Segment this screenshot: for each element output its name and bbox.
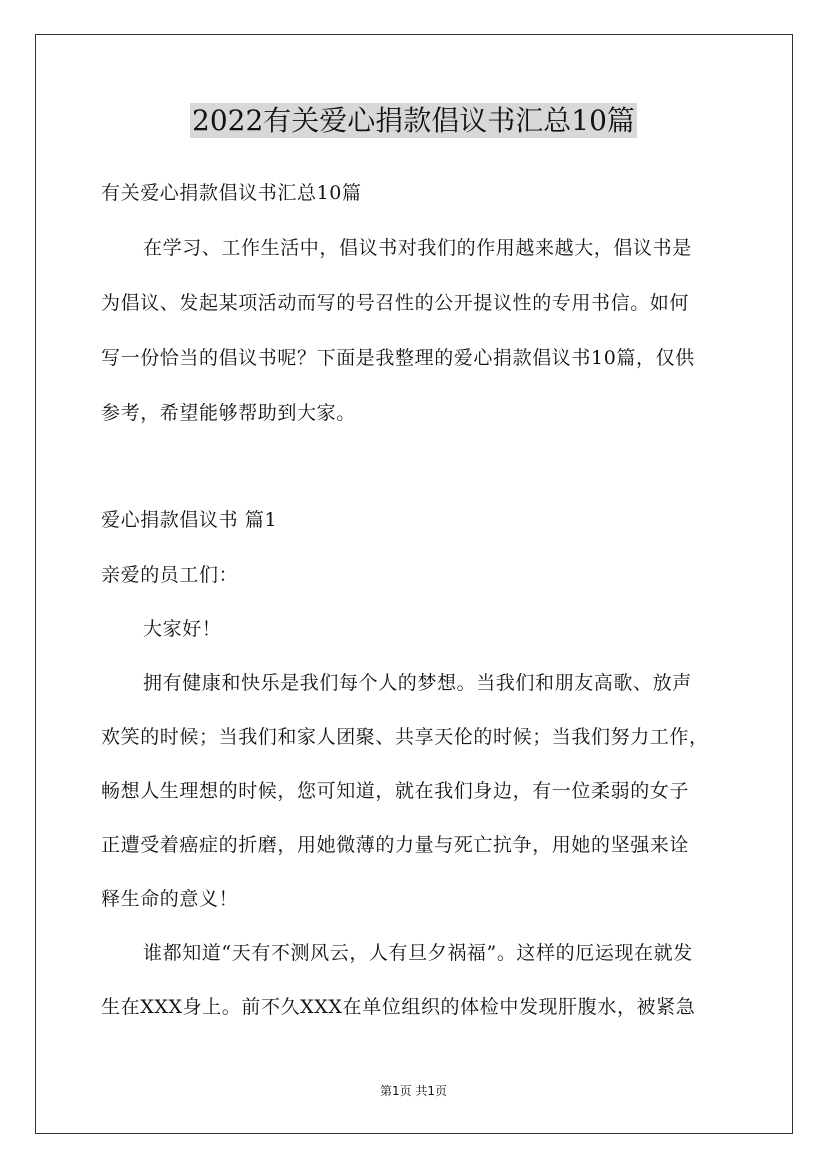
salutation: 亲爱的员工们： — [101, 564, 239, 586]
intro-line-1: 在学习、工作生活中，倡议书对我们的作用越来越大，倡议书是 — [143, 237, 692, 259]
paragraph1-line-1: 拥有健康和快乐是我们每个人的梦想。当我们和朋友高歌、放声 — [143, 672, 692, 694]
paragraph1-line-2: 欢笑的时候；当我们和家人团聚、共享天伦的时候；当我们努力工作， — [101, 726, 709, 748]
intro-line-3: 写一份恰当的倡议书呢？下面是我整理的爱心捐款倡议书10篇，仅供 — [101, 347, 695, 369]
document-subtitle: 有关爱心捐款倡议书汇总10篇 — [101, 182, 362, 204]
document-title — [0, 101, 827, 141]
intro-line-2: 为倡议、发起某项活动而写的号召性的公开提议性的专用书信。如何 — [101, 292, 690, 314]
page-footer: 第1页 共1页 — [379, 1084, 448, 1098]
section-heading: 爱心捐款倡议书 篇1 — [101, 509, 278, 531]
paragraph1-line-3: 畅想人生理想的时候，您可知道，就在我们身边，有一位柔弱的女子 — [101, 780, 690, 802]
document-title-text: 2022有关爱心捐款倡议书汇总10篇 — [192, 104, 635, 137]
greeting: 大家好！ — [143, 618, 222, 640]
paragraph2-line-2: 生在XXX身上。前不久XXX在单位组织的体检中发现肝腹水，被紧急 — [101, 996, 696, 1018]
paragraph1-line-4: 正遭受着癌症的折磨，用她微薄的力量与死亡抗争，用她的坚强来诠 — [101, 834, 690, 856]
intro-line-4: 参考，希望能够帮助到大家。 — [101, 402, 356, 424]
paragraph1-line-5: 释生命的意义！ — [101, 888, 239, 910]
paragraph2-line-1: 谁都知道“天有不测风云，人有旦夕祸福”。这样的厄运现在就发 — [143, 942, 693, 964]
